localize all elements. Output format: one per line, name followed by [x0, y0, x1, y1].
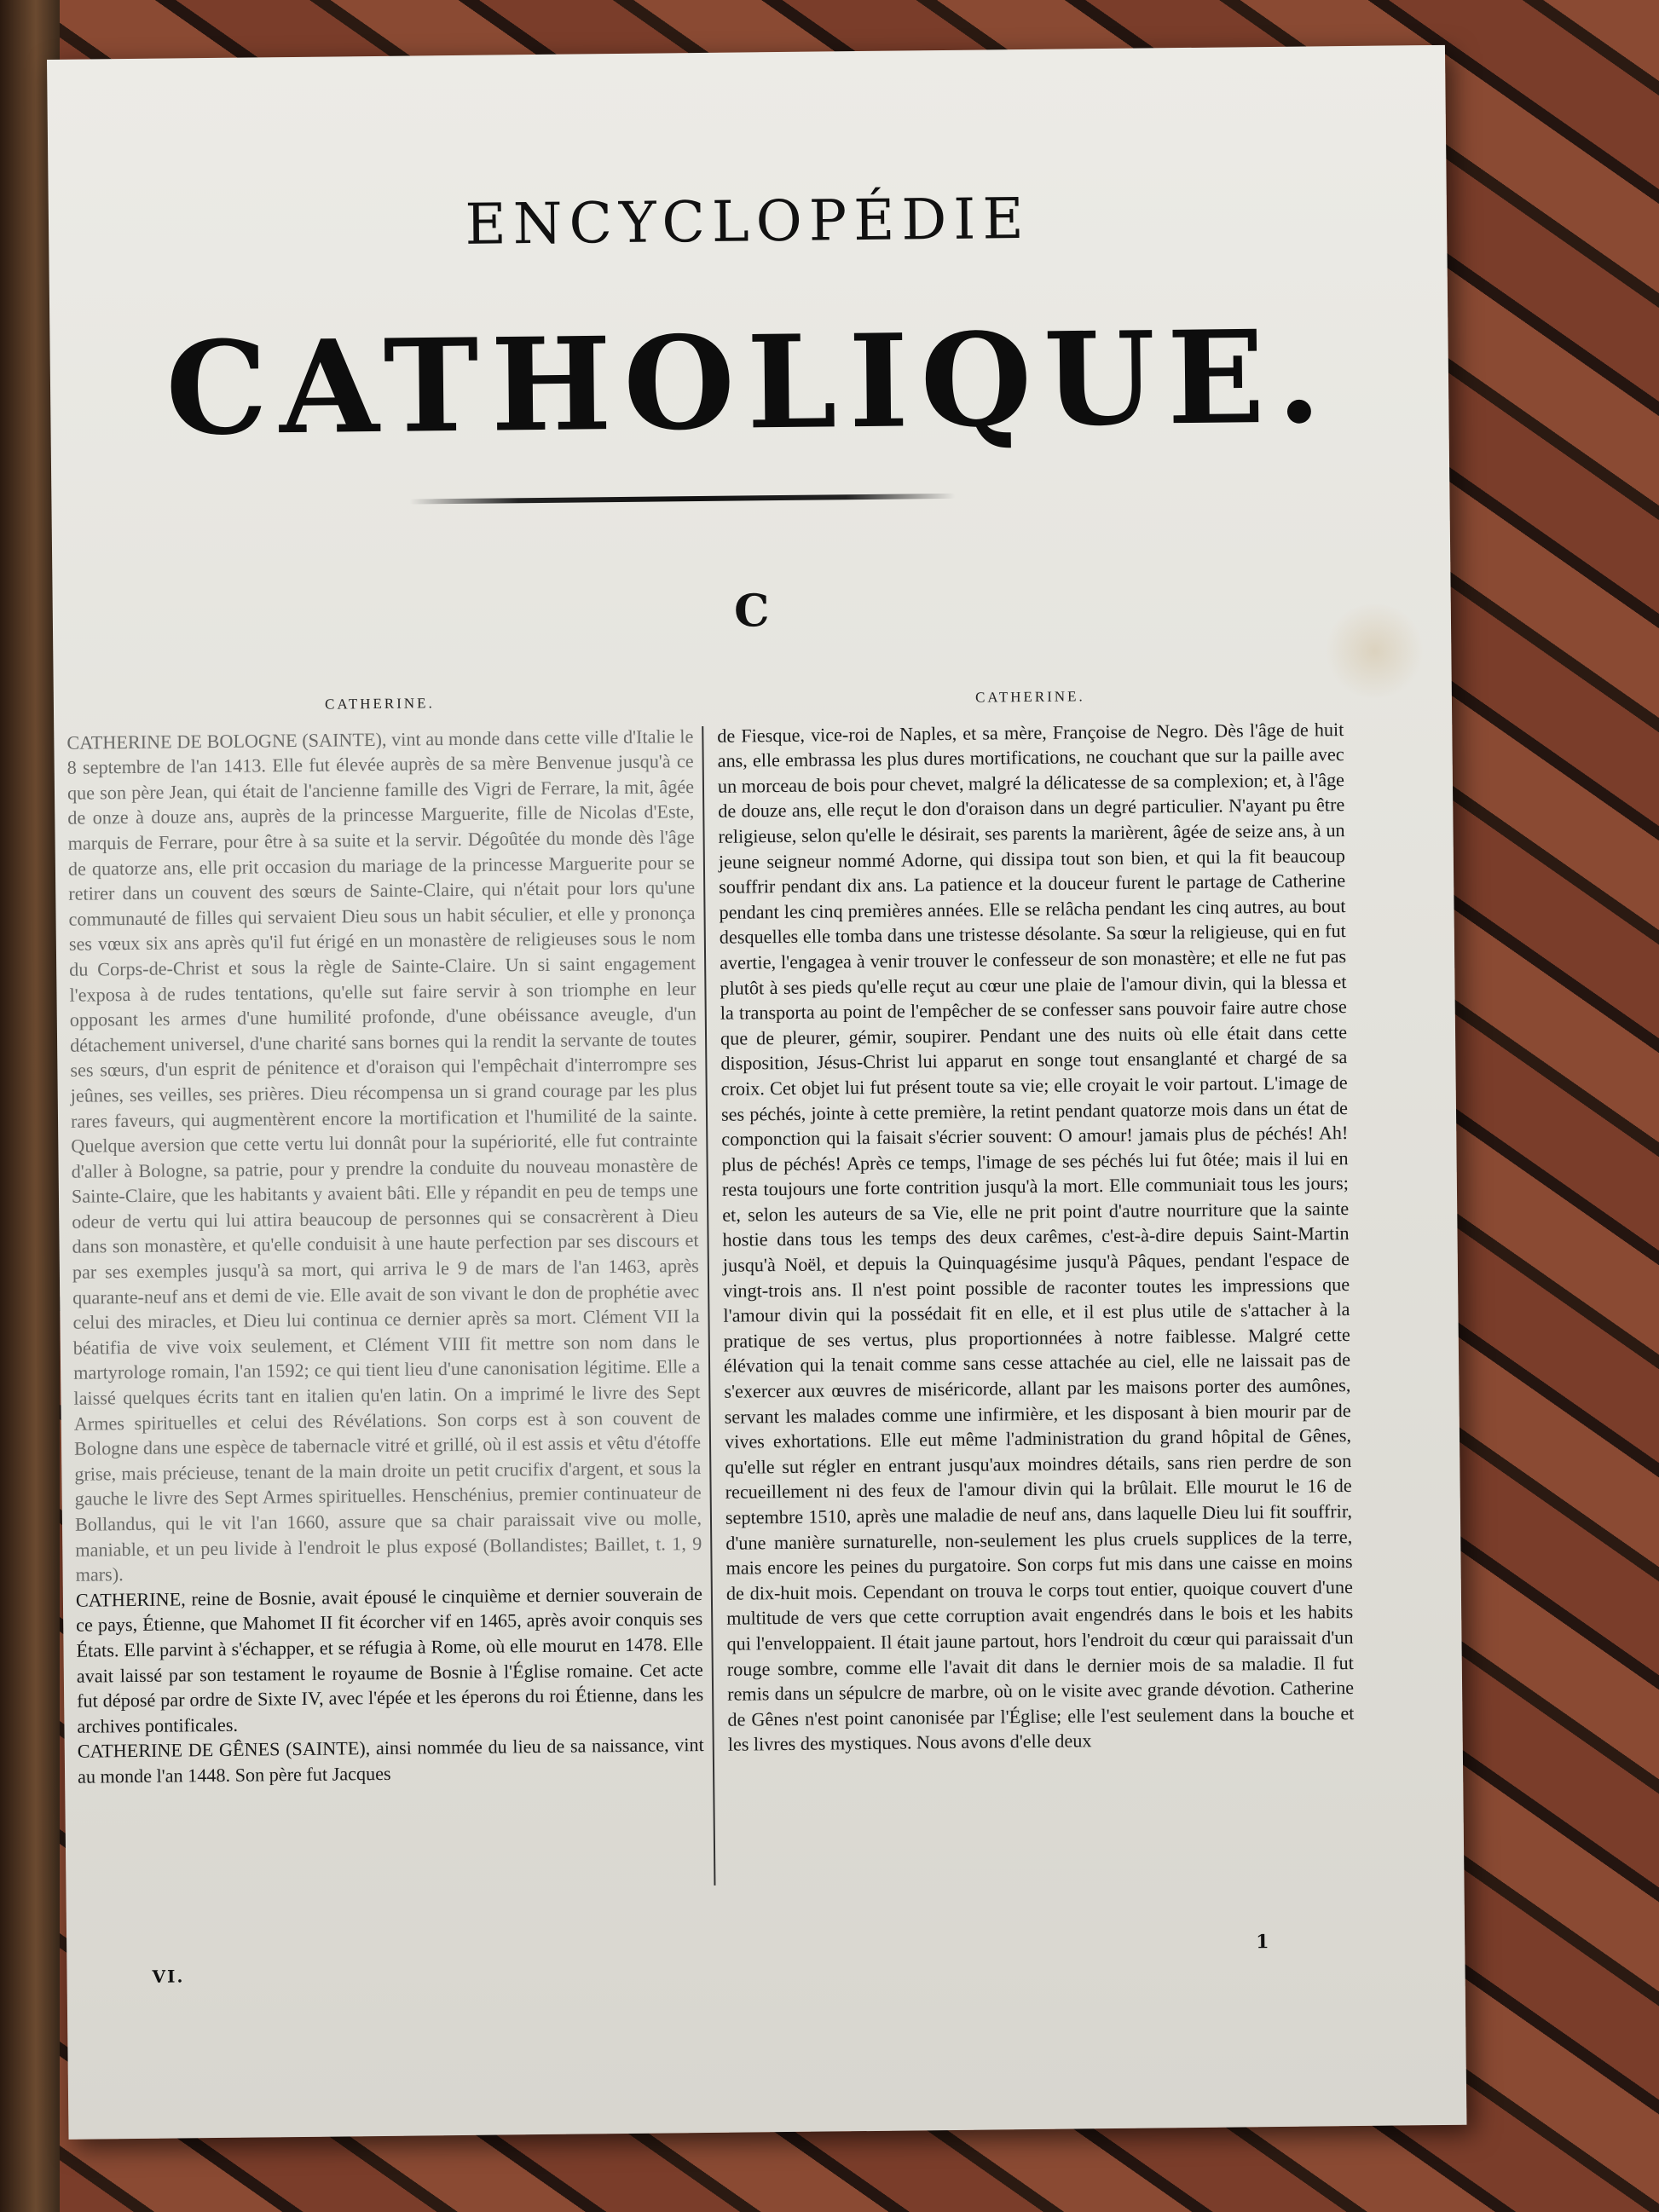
entry-catherine-de-genes-continued: de Fiesque, vice-roi de Naples, et sa mère, Françoise de Negro. Dès l'âge de huit ans, elle embrassa les plus dures mortifications, ne couchant que sur la paille avec un morceau de bois pour chevet, malgré la délicatesse de sa complexion; et, à l'âge de douze ans, elle reçut le don d'oraison dans un degré particulier. N'ayant pu être religieuse, selon qu'elle le désirait, ses parents la marièrent, âgée de seize ans, à un jeune seigneur nommé Adorne, qui dissipa tout son bien, et qui la fit beaucoup souffrir pendant dix ans. La patience et la douceur furent le partage de Catherine pendant les cinq premières années. Elle se relâcha pendant les cinq autres, au bout desquelles elle tomba dans une tristesse désolante. Sa sœur la religieuse, qui en fut avertie, l'engagea à venir trouver le confesseur de son monastère; et elle ne fut pas plutôt à ses pieds qu'elle reçut au cœur une plaie de l'amour divin, qui la blessa et la transporta au point de l'empêcher de se confesser sans pouvoir faire autre chose que de pleurer, gémir, soupirer. Pendant une des nuits où elle était dans cette disposition, Jésus-Christ lui apparut en songe tout ensanglanté et chargé de sa croix. Cet objet lui fut présent toute sa vie; elle croyait le voir partout. L'image de ses péchés, jointe à cette première, la retint pendant quatorze mois dans un état de componction qui la faisait s'écrier souvent: O amour! jamais plus de péchés! Ah! plus de péchés! Après ce temps, l'image de ses péchés lui fut ôtée; mais il lui en resta toujours une forte contrition jusqu'à la mort. Elle communiait tous les jours; et, selon les auteurs de sa Vie, elle ne prit point d'autre nourriture que la sainte hostie dans tous les temps des deux carêmes, c'est-à-dire depuis Saint-Martin jusqu'à Noël, et depuis la Quinquagésime jusqu'à Pâques, pendant l'espace de vingt-trois ans. Il n'est point possible de raconter toutes les impressions que l'amour divin qui la possédait fit en elle, et il est plus utile de s'attacher à la pratique de ses vertus, plus proportionnées à notre faiblesse. Malgré cette élévation qui la tenait comme sans cesse attachée au ciel, elle ne laissait pas de s'exercer aux œuvres de miséricorde, allant par les maisons porter des aumônes, servant les malades comme une infirmière, et les disposant à bien mourir par de vives exhortations. Elle eut même l'administration du grand hôpital de Gênes, qu'elle sut régler en entrant jusqu'aux moindres détails, sans rien perdre de son recueillement ni des feux de l'amour divin qui la brûlait. Elle mourut le 16 de septembre 1510, après une maladie de neuf ans, dans laquelle Dieu lui fit souffrir, d'une manière surnaturelle, non-seulement les plus cruels supplices de la terre, mais encore les peines du purgatoire. Son corps fut mis dans une caisse en moins de dix-huit mois. Cependant on trouva le corps tout entier, quoique couvert d'une multitude de vers que cette corruption avait engendrés dans le bois et les habits qui l'enveloppaient. Il était jaune partout, hors l'endroit du cœur qui paraissait d'un rouge sombre, comme elle l'avait dit dans le dernier mois de sa maladie. Il fut remis dans un sépulcre de marbre, où on le visite avec grande dévotion. Catherine de Gênes n'est point canonisée par l'Église; elle l'est seulement dans la bouche et les livres des mystiques. Nous avons d'elle deux [717, 718, 1355, 1756]
entry-catherine-de-bologne: CATHERINE DE BOLOGNE (SAINTE), vint au monde dans cette ville d'Italie le 8 septembre de l'an 1413. Elle fut élevée auprès de sa mère Benvenue jusqu'à ce que son père Jean, qui était de l'ancienne famille des Vigri de Ferrare, la mit, âgée de onze à douze ans, auprès de la princesse Marguerite, fille de Nicolas d'Este, marquis de Ferrare, pour être à sa suite et la servir. Dégoûtée du monde dès l'âge de quatorze ans, elle prit occasion du mariage de la princesse Marguerite pour se retirer dans un couvent des sœurs de Sainte-Claire, qui n'était pour lors qu'une communauté de filles qui servaient Dieu sous un habit séculier, et elle y prononça ses vœux six ans après qu'il fut érigé en un monastère de religieuses sous le nom du Corps-de-Christ et sous la règle de Sainte-Claire. Un si saint engagement l'exposa à de rudes tentations, qu'elle sut faire servir à son triomphe en leur opposant les armes d'une humilité profonde, d'une obéissance aveugle, d'un détachement universel, d'une charité sans bornes qui la rendit la servante de toutes ses sœurs, d'un esprit de pénitence et d'oraison qui l'empêchait d'interrompre ses jeûnes, ses veilles, ses prières. Dieu récompensa un si grand courage par les plus rares faveurs, qui augmentèrent encore la mortification et l'humilité de la sainte. Quelque aversion que cette vertu lui donnât pour la supériorité, elle fut contrainte d'aller à Bologne, sa patrie, pour y prendre la conduite du nouveau monastère de Sainte-Claire, que les habitants y avaient bâti. Elle y répandit en peu de temps une odeur de vertu qui lui attira beaucoup de personnes qui se consacrèrent à Dieu dans son monastère, et qu'elle conduisit à une haute perfection par ses discours et par ses exemples jusqu'à sa mort, qui arriva le 9 de mars de l'an 1463, après quarante-neuf ans et demi de vie. Elle avait de son vivant le don de prophétie avec celui des miracles, et Dieu lui continua ce dernier après sa mort. Clément VII la béatifia de vive voix seulement, et Clément VIII fit mettre son nom dans le martyrologe romain, l'an 1592; ce qui tient lieu d'une canonisation légitime. Elle a laissé quelques écrits tant en italien qu'en latin. On a imprimé le livre des Sept Armes spirituelles et celui des Révélations. Son corps est à son couvent de Bologne dans une espèce de tabernacle vitré et grillé, où il est assis et vêtu d'étoffe grise, mais précieuse, tenant de la main droite un petit crucifix d'argent, et sous la gauche le livre des Sept Armes spirituelles. Henschénius, premier continuateur de Bollandus, qui le vit l'an 1660, assure que sa chair paraissait vive ou molle, maniable, et un peu livide à l'endroit le plus exposé (Bollandistes; Baillet, t. 1, 9 mars). [66, 725, 702, 1585]
book-page [47, 45, 1466, 2140]
page-number: 1 [1256, 1931, 1269, 1954]
left-running-head: CATHERINE. [324, 695, 435, 713]
section-letter: C [733, 585, 770, 638]
entry-catherine-reine-de-bosnie: CATHERINE, reine de Bosnie, avait épousé le cinquième et dernier souverain de ce pays, Étienne, que Mahomet II fit écorcher vif en 1465, après avoir conquis ses États. Elle parvint à s'échapper, et se réfugia à Rome, où elle mourut en 1478. Elle avait laissé par son testament le royaume de Bosnie à l'Église romaine. Cet acte fut déposé par ordre de Sixte IV, avec l'épée et les éperons du roi Étienne, dans les archives pontificales. [75, 1582, 704, 1737]
title-line-1: ENCYCLOPÉDIE [465, 185, 1031, 257]
ornamental-rule [409, 494, 955, 505]
column-divider [702, 726, 715, 1886]
signature-mark: VI. [152, 1966, 185, 1987]
left-column [66, 688, 704, 1789]
right-running-head: CATHERINE. [974, 688, 1085, 706]
entry-catherine-de-genes-start: CATHERINE DE GÊNES (SAINTE), ainsi nommée du lieu de sa naissance, vint au monde l'an 1448. Son père fut Jacques [77, 1734, 704, 1788]
title-line-2: CATHOLIQUE. [165, 302, 1334, 465]
right-column [717, 681, 1355, 1758]
